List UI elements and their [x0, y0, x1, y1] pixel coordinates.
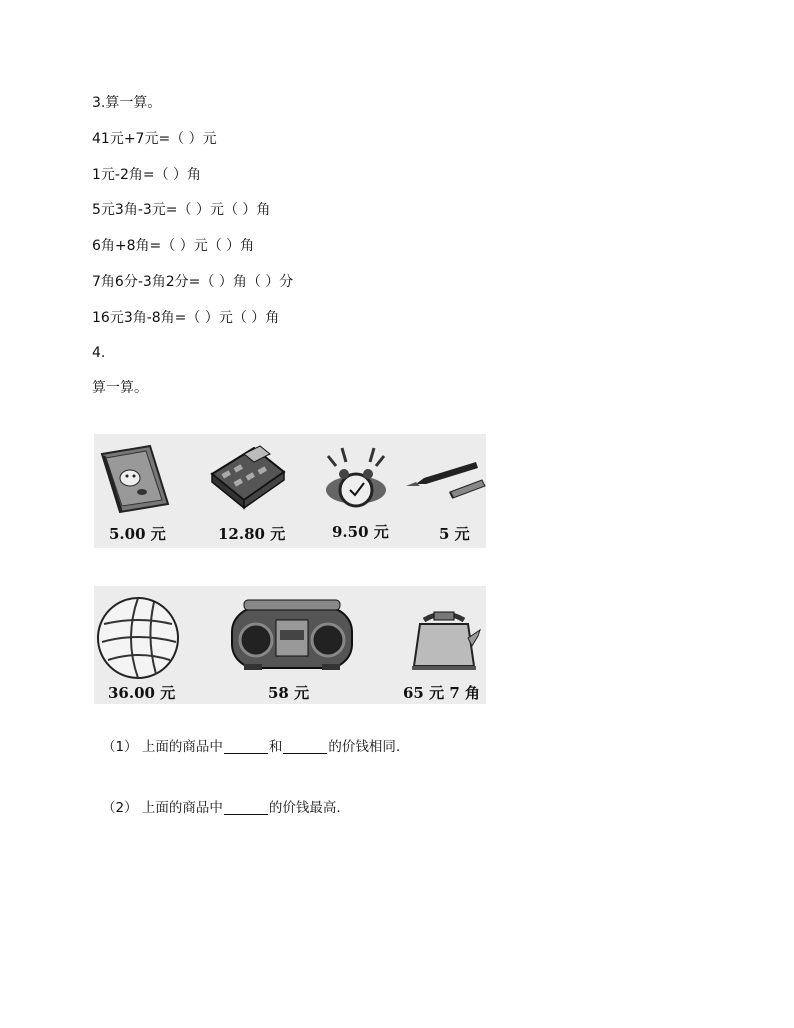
problem-4-number: 4.: [92, 345, 106, 361]
problem-3-line-2: 1元-2角=（ ）角: [92, 167, 202, 183]
price-boombox: 58 元: [268, 684, 310, 702]
question-1-suffix: 的价钱相同.: [328, 739, 401, 755]
problem-3-line-1: 41元+7元=（ ）元: [92, 131, 217, 147]
problem-3-title: 3.算一算。: [92, 95, 162, 111]
question-2: [102, 799, 341, 817]
volleyball-icon: [98, 598, 178, 678]
product-panel-row-2: [94, 586, 486, 704]
question-2-suffix: 的价钱最高.: [268, 800, 341, 816]
price-volleyball: 36.00 元: [108, 684, 176, 702]
kettle-icon: [412, 612, 480, 670]
question-1-middle: 和: [268, 739, 283, 755]
alarm-clock-icon: [326, 448, 386, 506]
price-notebook: 5.00 元: [109, 525, 166, 543]
notebook-icon: [102, 446, 168, 512]
price-alarm-clock: 9.50 元: [332, 523, 389, 541]
question-2-prefix: （2） 上面的商品中: [102, 800, 223, 816]
boombox-icon: [232, 600, 352, 670]
problem-3-line-6: 16元3角-8角=（ ）元（ ）角: [92, 310, 280, 326]
problem-3-line-3: 5元3角-3元=（ ）元（ ）角: [92, 202, 271, 218]
answer-blank-1a[interactable]: [224, 739, 268, 754]
price-kettle: 65 元 7 角: [403, 684, 480, 702]
answer-blank-2[interactable]: [224, 800, 268, 815]
answer-blank-1b[interactable]: [283, 739, 327, 754]
problem-3-line-4: 6角+8角=（ ）元（ ）角: [92, 238, 255, 254]
problem-3-line-5: 7角6分-3角2分=（ ）角（ ）分: [92, 274, 294, 290]
question-1-prefix: （1） 上面的商品中: [102, 739, 223, 755]
price-calculator: 12.80 元: [218, 525, 286, 543]
product-panel-row-1: [94, 434, 486, 548]
price-pen: 5 元: [439, 525, 470, 543]
question-1: [102, 738, 400, 756]
problem-4-title: 算一算。: [92, 380, 148, 396]
calculator-icon: [212, 446, 284, 508]
pen-icon: [406, 462, 485, 498]
